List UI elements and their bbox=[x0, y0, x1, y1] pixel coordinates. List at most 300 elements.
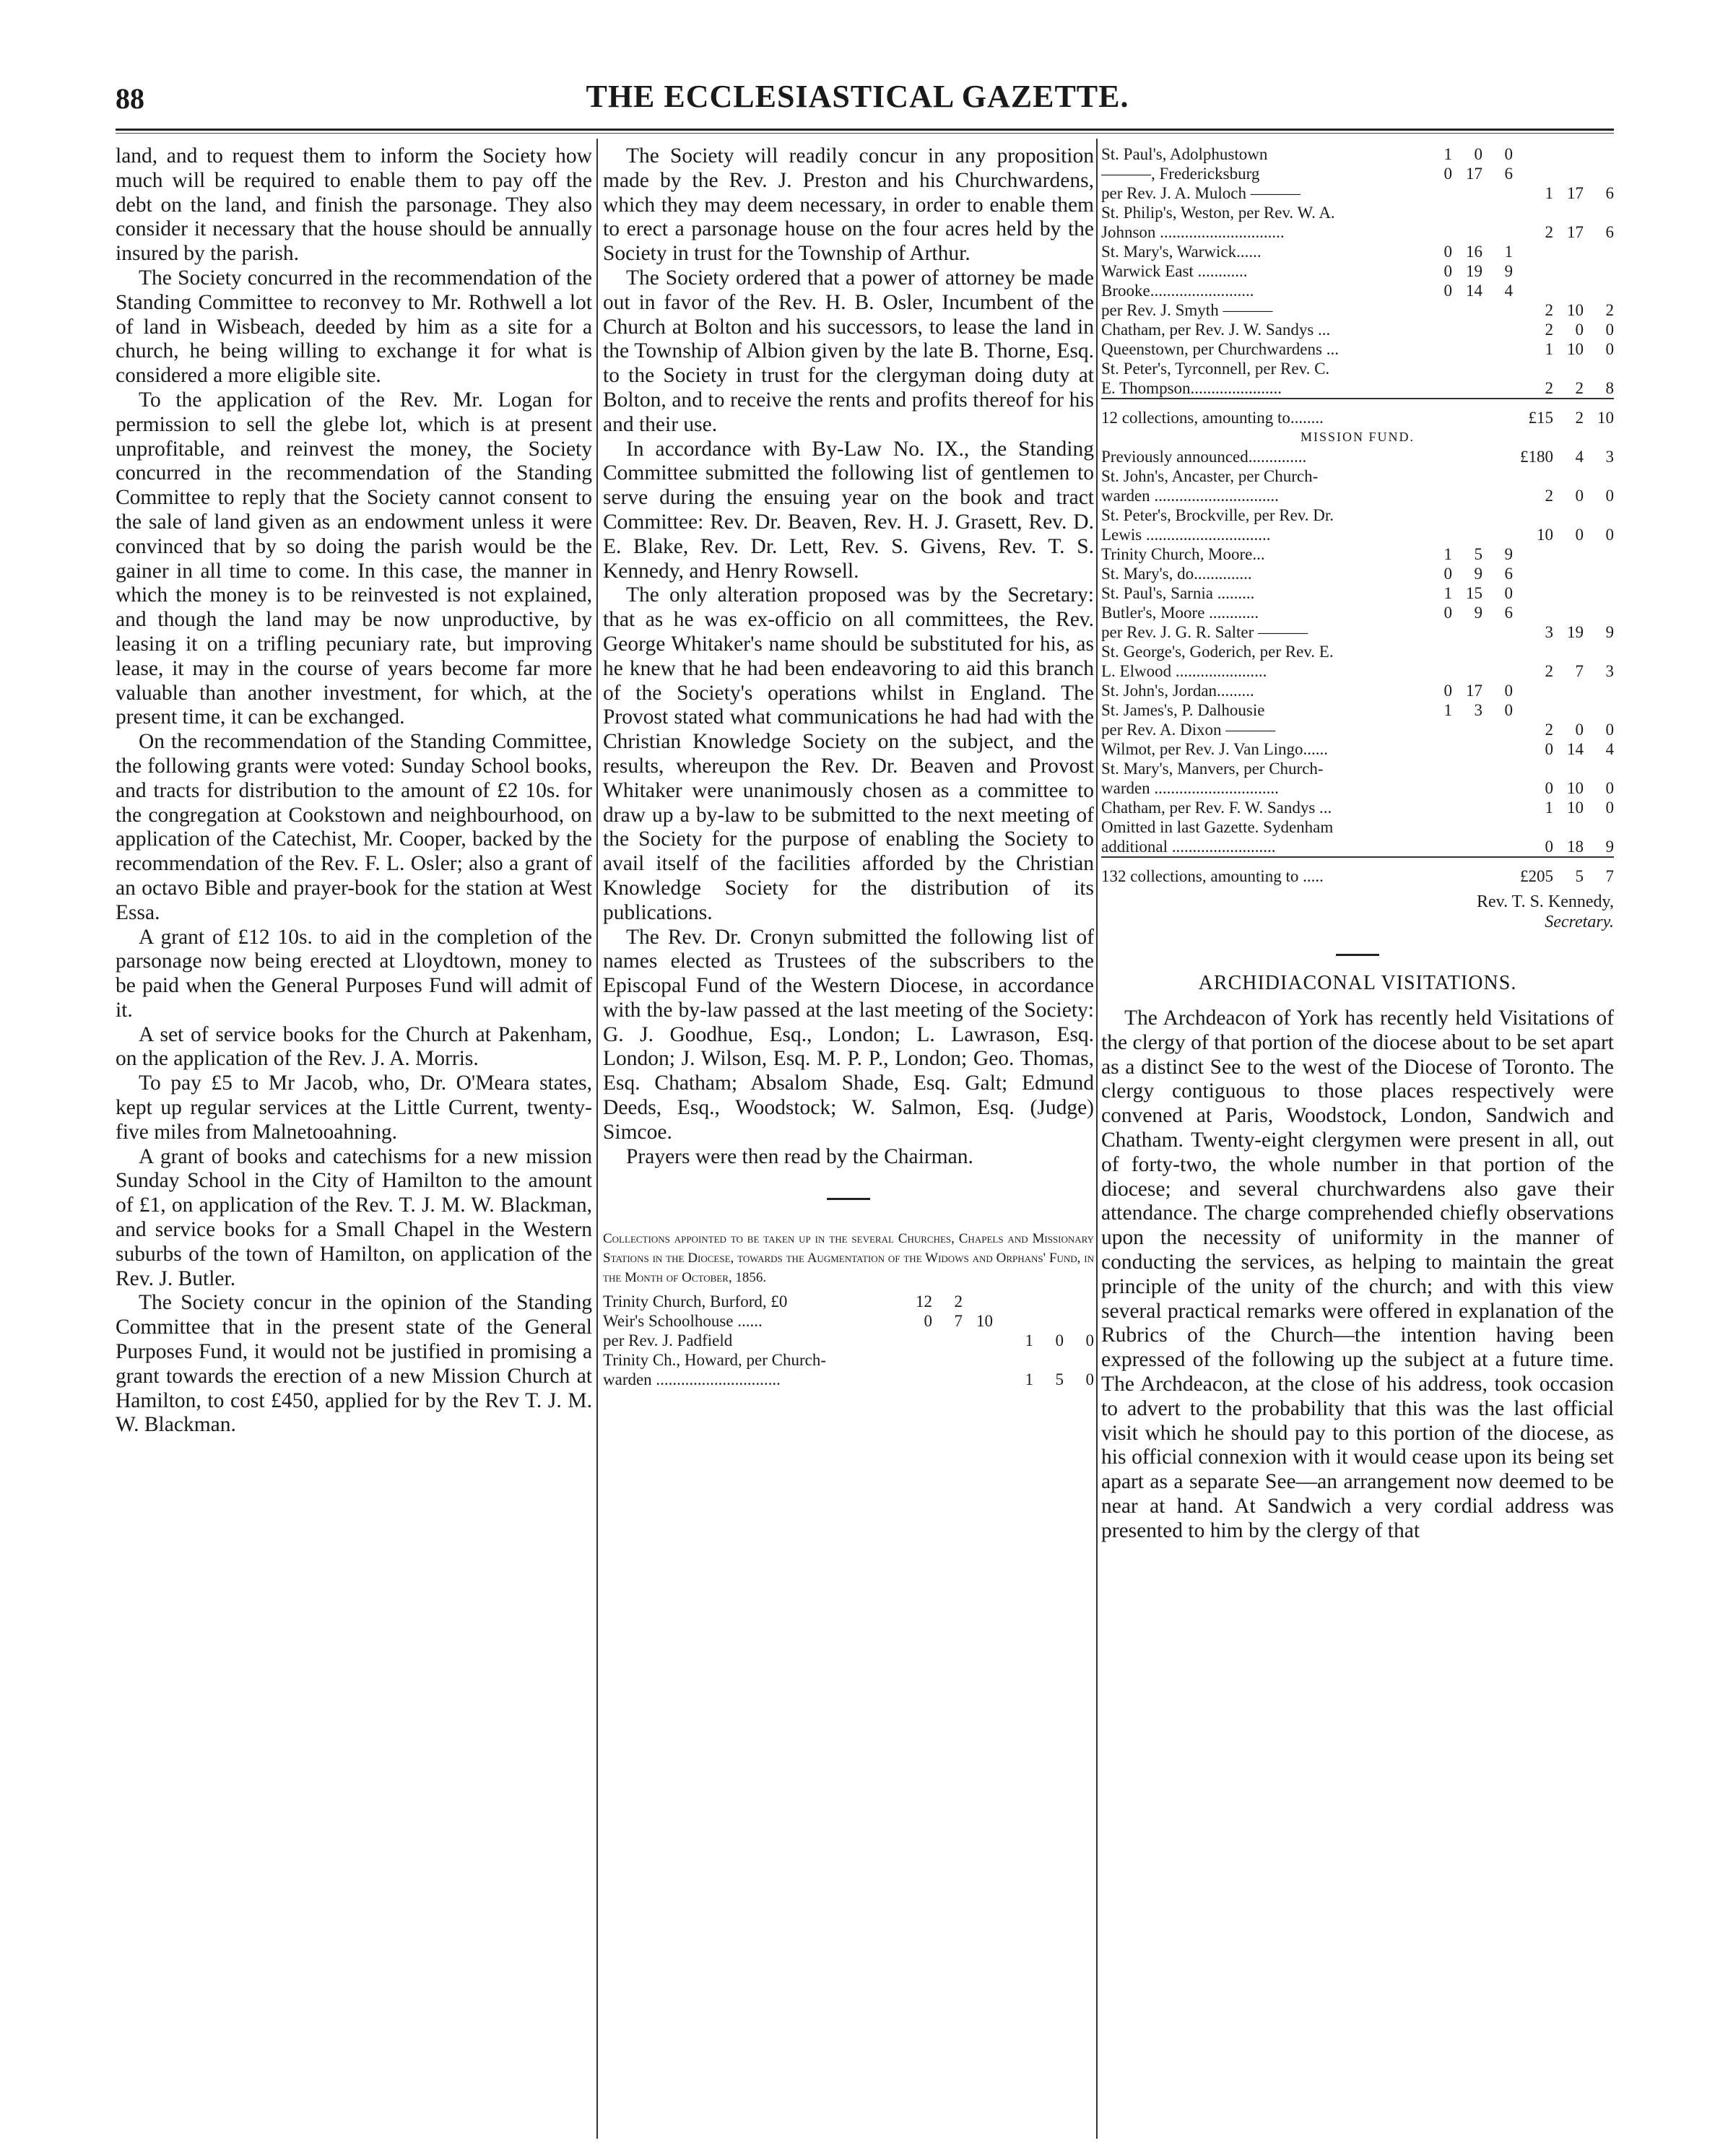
amount-pounds: 1 bbox=[1025, 1370, 1033, 1389]
sub-pounds: 1 bbox=[1443, 545, 1452, 563]
ledger-row bbox=[1101, 837, 1614, 857]
sub-shillings bbox=[1452, 798, 1482, 817]
page-number: 88 bbox=[116, 82, 144, 115]
amount-shillings bbox=[1553, 242, 1584, 261]
sub-shillings: 16 bbox=[1466, 243, 1482, 261]
amount-pence bbox=[1064, 1311, 1094, 1331]
paragraph: The Society concur in the opinion of the Standing Committee that in the present state of the General Purposes Fund, it would not be justified in promising a grant towards the erection of a new Mission Church at Hamilton, to cost £450, applied for by the Rev T. J. M. W. Blackman. bbox=[116, 1291, 592, 1437]
amount-pence: 0 bbox=[1605, 799, 1614, 817]
amount-pence bbox=[1584, 603, 1614, 622]
total-shillings: 5 bbox=[1553, 857, 1584, 886]
ledger-row bbox=[1101, 203, 1614, 222]
amount-pounds bbox=[1513, 261, 1553, 281]
amount-pounds bbox=[993, 1350, 1033, 1370]
amount-shillings bbox=[1553, 564, 1584, 583]
ledger-row bbox=[1101, 681, 1614, 700]
sub-pounds bbox=[1422, 339, 1452, 359]
amount-pounds: 0 bbox=[1545, 779, 1553, 797]
sub-shillings: 15 bbox=[1466, 584, 1482, 602]
header-rule bbox=[116, 129, 1614, 134]
amount-pence bbox=[1584, 281, 1614, 300]
amount-shillings bbox=[1553, 700, 1584, 720]
amount-pounds bbox=[1513, 359, 1553, 378]
amount-pence bbox=[1584, 466, 1614, 486]
sub-shillings bbox=[1452, 486, 1482, 505]
amount-pounds: 2 bbox=[1545, 487, 1553, 505]
amount-pounds bbox=[1513, 242, 1553, 261]
amount-shillings bbox=[1553, 505, 1584, 525]
amount-shillings: 18 bbox=[1567, 838, 1584, 856]
sub-pounds: 0 bbox=[1443, 165, 1452, 183]
entry-label: Chatham, per Rev. J. W. Sandys ... bbox=[1101, 321, 1331, 339]
sub-pence bbox=[963, 1350, 993, 1370]
entry-label: St. Philip's, Weston, per Rev. W. A. bbox=[1101, 204, 1335, 222]
sub-shillings: 9 bbox=[1474, 604, 1482, 622]
sub-shillings bbox=[1452, 720, 1482, 739]
ledger-row bbox=[1101, 281, 1614, 300]
ledger-row bbox=[603, 1292, 1094, 1311]
ledger-row bbox=[1101, 564, 1614, 583]
sub-pounds: 1 bbox=[1443, 701, 1452, 719]
paragraph: The Society will readily concur in any proposition made by the Rev. J. Preston and his Churchwardens, which they may deem necessary, in order to enable them to erect a parsonage house on the four acres held by the Society in trust for the Township of Arthur. bbox=[603, 144, 1094, 266]
ledger-row bbox=[1101, 759, 1614, 778]
mission-fund-title: MISSION FUND. bbox=[1300, 430, 1415, 444]
sub-pounds bbox=[1422, 222, 1452, 242]
ledger-row bbox=[1101, 378, 1614, 399]
sub-shillings bbox=[1452, 300, 1482, 320]
sub-shillings bbox=[1452, 339, 1482, 359]
entry-label: ———, Fredericksburg bbox=[1101, 165, 1260, 183]
sub-pounds: 0 bbox=[1443, 604, 1452, 622]
ledger-row bbox=[1101, 183, 1614, 203]
paragraph: In accordance with By-Law No. IX., the Standing Committee submitted the following list of gentlemen to serve during the ensuing year on the book and tract Committee: Rev. Dr. Beaven, Rev. H. J. Grasett, Rev. D. E. Blake, Rev. Dr. Lett, Rev. S. Givens, Rev. T. S. Kennedy, and Henry Rowsell. bbox=[603, 437, 1094, 583]
sub-pence bbox=[1482, 798, 1513, 817]
ledger-row bbox=[603, 1331, 1094, 1350]
ledger-row bbox=[1101, 622, 1614, 642]
amount-shillings: 14 bbox=[1567, 740, 1584, 758]
amount-shillings bbox=[1553, 759, 1584, 778]
sub-shillings bbox=[932, 1370, 963, 1389]
paragraph: land, and to request them to inform the Society how much will be required to enable them to pay off the debt on the land, and finish the parsonage. They also consider it necessary that the house should be annually insured by the parish. bbox=[116, 144, 592, 266]
sub-shillings bbox=[1452, 183, 1482, 203]
amount-shillings: 4 bbox=[1575, 448, 1584, 466]
ledger-row bbox=[1101, 817, 1614, 837]
sub-pence: 1 bbox=[1504, 243, 1513, 261]
sub-pence bbox=[1482, 837, 1513, 857]
entry-label: warden .............................. bbox=[1101, 779, 1279, 797]
amount-pounds: 2 bbox=[1545, 321, 1553, 339]
amount-pounds bbox=[1513, 817, 1553, 837]
amount-pounds: 2 bbox=[1545, 721, 1553, 739]
amount-pence bbox=[1584, 261, 1614, 281]
entry-label: per Rev. J. A. Muloch ——— bbox=[1101, 184, 1301, 202]
publication-title: THE ECCLESIASTICAL GAZETTE. bbox=[586, 79, 1129, 114]
paragraph: The Society concurred in the recommendation of the Standing Committee to reconvey to Mr. Rothwell a lot of land in Wisbeach, deeded by him as a site for a church, he being willing to exchange it for what is considered a more eligible site. bbox=[116, 266, 592, 388]
paragraph: The Archdeacon of York has recently held Visitations of the clergy of that portion of the diocese about to be set apart as a distinct See to the west of the Diocese of Toronto. The clergy contiguous to those places respectively were convened at Paris, Woodstock, London, Sandwich and Chatham. Twenty-eight clergymen were present in all, out of forty-two, the whole number in that portion of the diocese; and several churchwardens also gave their attendance. The charge comprehended chiefly observations upon the necessity of uniformity in the manner of conducting the services, as helping to maintain the great principle of the unity of the church; and with this view several practical remarks were offered in explanation of the Rubrics of the Church—the intention having been expressed of the following up the subject at a future time. The Archdeacon, at the close of his address, took occasion to advert to the probability that this was the last official visit which he should pay to this portion of the diocese, as his official connexion with it would cease upon its being set apart as a separate See—an arrangement now deemed to be near at hand. At Sandwich a very cordial address was presented to him by the clergy of that bbox=[1101, 1007, 1614, 1542]
sub-shillings: 14 bbox=[1466, 282, 1482, 300]
sub-pence bbox=[1482, 466, 1513, 486]
sub-pence: 0 bbox=[1504, 145, 1513, 163]
sub-pence bbox=[1482, 661, 1513, 681]
ledger-row bbox=[1101, 642, 1614, 661]
widows-fund-table bbox=[1101, 144, 1614, 886]
amount-pounds: 10 bbox=[1537, 526, 1553, 544]
entry-label: E. Thompson...................... bbox=[1101, 379, 1282, 397]
sub-pounds bbox=[1422, 642, 1452, 661]
sub-pence bbox=[963, 1331, 993, 1350]
sub-pounds bbox=[1422, 739, 1452, 759]
sub-shillings bbox=[1452, 378, 1482, 399]
paragraph: The Rev. Dr. Cronyn submitted the following list of names elected as Trustees of the subscribers to the Episcopal Fund of the Western Diocese, in accordance with the by-law passed at the last meeting of the Society: G. J. Goodhue, Esq., London; L. Lawrason, Esq. London; J. Wilson, Esq. M. P. P., London; Geo. Thomas, Esq. Chatham; Absalom Shade, Esq. Galt; Edmund Deeds, Esq., Woodstock; W. Salmon, Esq. (Judge) Simcoe. bbox=[603, 925, 1094, 1144]
signature bbox=[1101, 892, 1614, 932]
sub-pounds: 0 bbox=[1443, 565, 1452, 583]
paragraph: A set of service books for the Church at Pakenham, on the application of the Rev. J. A. Morris. bbox=[116, 1022, 592, 1071]
sub-shillings bbox=[1452, 622, 1482, 642]
entry-label: per Rev. J. G. R. Salter ——— bbox=[1101, 623, 1308, 641]
sub-pence bbox=[1482, 622, 1513, 642]
sub-pence bbox=[1482, 447, 1513, 466]
paragraph: To the application of the Rev. Mr. Logan for permission to sell the glebe lot, which is at present unprofitable, and reinvest the money, the Society concurred in the recommendation of the Standing Committee to reply that the Society cannot consent to the sale of land given as an endowment unless it were convinced that by so doing the parish would be the gainer in all time to come. In this case, the manner in which the money is to be reinvested is not explained, and though the land may be now unproductive, by leasing it on a trifling pecuniary rate, but improving lease, it may in the course of years become far more valuable than another investment, for which, at the present time, it can be exchanged. bbox=[116, 388, 592, 729]
sub-shillings: 17 bbox=[1466, 165, 1482, 183]
sub-pence bbox=[1482, 486, 1513, 505]
entry-label: Queenstown, per Churchwardens ... bbox=[1101, 340, 1339, 358]
entry-label: Warwick East ............ bbox=[1101, 262, 1248, 280]
ledger-row bbox=[1101, 261, 1614, 281]
amount-shillings: 2 bbox=[1575, 379, 1584, 397]
sub-pounds bbox=[1422, 798, 1452, 817]
total-label: 132 collections, amounting to ..... bbox=[1101, 857, 1513, 886]
sub-pounds bbox=[1422, 183, 1452, 203]
amount-pence bbox=[1064, 1350, 1094, 1370]
amount-shillings: 10 bbox=[1567, 779, 1584, 797]
entry-label: Johnson .............................. bbox=[1101, 223, 1285, 241]
amount-pounds: 3 bbox=[1545, 623, 1553, 641]
sub-pounds bbox=[902, 1370, 932, 1389]
entry-label: Lewis .............................. bbox=[1101, 526, 1271, 544]
ledger-row bbox=[1101, 222, 1614, 242]
ledger-row bbox=[1101, 778, 1614, 798]
sub-pounds bbox=[1422, 661, 1452, 681]
amount-shillings: 10 bbox=[1567, 799, 1584, 817]
sub-pence: 6 bbox=[1504, 165, 1513, 183]
sub-pounds bbox=[1422, 837, 1452, 857]
sub-pounds: 0 bbox=[1443, 262, 1452, 280]
amount-pounds: 2 bbox=[1545, 662, 1553, 680]
sub-pence bbox=[1482, 642, 1513, 661]
sub-pounds bbox=[1422, 759, 1452, 778]
sub-pounds bbox=[1422, 622, 1452, 642]
sub-pence: 10 bbox=[976, 1312, 993, 1331]
entry-label: St. James's, P. Dalhousie bbox=[1101, 701, 1265, 719]
amount-shillings bbox=[1553, 144, 1584, 164]
amount-shillings bbox=[1553, 466, 1584, 486]
sub-shillings bbox=[1452, 525, 1482, 544]
sub-pence bbox=[1482, 817, 1513, 837]
amount-pounds: 2 bbox=[1545, 223, 1553, 241]
amount-pence bbox=[1584, 700, 1614, 720]
sub-shillings bbox=[932, 1331, 963, 1350]
ledger-row bbox=[1101, 300, 1614, 320]
sub-shillings bbox=[1452, 447, 1482, 466]
amount-pounds bbox=[1513, 759, 1553, 778]
ledger-row bbox=[1101, 739, 1614, 759]
sub-pounds bbox=[1422, 505, 1452, 525]
sub-pounds: 0 bbox=[1443, 243, 1452, 261]
sub-pence bbox=[963, 1370, 993, 1389]
sub-shillings bbox=[1452, 320, 1482, 339]
ledger-row bbox=[1101, 720, 1614, 739]
amount-pence bbox=[1584, 359, 1614, 378]
sub-shillings bbox=[1452, 466, 1482, 486]
sub-pounds bbox=[1422, 359, 1452, 378]
amount-pounds: 2 bbox=[1545, 379, 1553, 397]
sub-pence bbox=[1482, 739, 1513, 759]
entry-label: Trinity Church, Burford, £0 bbox=[603, 1292, 788, 1311]
amount-pounds bbox=[1513, 164, 1553, 183]
entry-label: per Rev. J. Padfield bbox=[603, 1331, 733, 1350]
sub-pounds: 12 bbox=[916, 1292, 932, 1311]
amount-pence: 3 bbox=[1605, 448, 1614, 466]
paragraph: The only alteration proposed was by the Secretary: that as he was ex-officio on all committees, the Rev. George Whitaker's name should be substituted for his, as he knew that he had been endeavoring to aid this branch of the Society's operations whilst in England. The Provost stated what communications he had had with the Christian Knowledge Society on the subject, and the results, whereupon the Rev. Dr. Beaven and Provost Whitaker were unanimously chosen as a committee to draw up a by-law to be submitted to the next meeting of the Society for the purpose of enabling the Society to avail itself of the facilities afforded by the Christian Knowledge Society for the distribution of its publications. bbox=[603, 583, 1094, 924]
amount-shillings: 0 bbox=[1575, 526, 1584, 544]
sub-pounds bbox=[1422, 466, 1452, 486]
paragraph: Prayers were then read by the Chairman. bbox=[626, 1144, 973, 1168]
amount-shillings bbox=[1033, 1311, 1064, 1331]
amount-pounds: 0 bbox=[1545, 740, 1553, 758]
column-2 bbox=[603, 144, 1094, 2137]
ledger-row bbox=[1101, 242, 1614, 261]
amount-pence: 3 bbox=[1605, 662, 1614, 680]
entry-label: Wilmot, per Rev. J. Van Lingo...... bbox=[1101, 740, 1329, 758]
amount-pence bbox=[1064, 1292, 1094, 1311]
sub-shillings bbox=[1452, 739, 1482, 759]
sub-pence: 6 bbox=[1504, 604, 1513, 622]
ledger-row bbox=[1101, 359, 1614, 378]
amount-shillings bbox=[1033, 1292, 1064, 1311]
amount-pence: 0 bbox=[1605, 487, 1614, 505]
amount-shillings bbox=[1553, 603, 1584, 622]
sub-pence bbox=[1482, 320, 1513, 339]
ledger-row bbox=[1101, 798, 1614, 817]
entry-label: St. Peter's, Brockville, per Rev. Dr. bbox=[1101, 506, 1334, 524]
column-divider-1 bbox=[596, 139, 598, 2139]
amount-pounds bbox=[1513, 583, 1553, 603]
amount-pence: 0 bbox=[1605, 321, 1614, 339]
total-pounds: £205 bbox=[1513, 857, 1553, 886]
amount-pounds bbox=[1513, 544, 1553, 564]
amount-pence bbox=[1584, 817, 1614, 837]
amount-shillings: 0 bbox=[1575, 487, 1584, 505]
amount-pounds bbox=[1513, 700, 1553, 720]
section-separator bbox=[827, 1198, 870, 1200]
amount-shillings: 0 bbox=[1055, 1331, 1064, 1350]
entry-label: St. Paul's, Sarnia ......... bbox=[1101, 584, 1255, 602]
ledger-row bbox=[1101, 320, 1614, 339]
column-divider-2 bbox=[1096, 139, 1098, 2139]
sub-pounds bbox=[1422, 720, 1452, 739]
sub-shillings: 0 bbox=[1474, 145, 1482, 163]
amount-pence: 0 bbox=[1605, 340, 1614, 358]
entry-label: Omitted in last Gazette. Sydenham bbox=[1101, 818, 1334, 836]
entry-label: St. Mary's, Warwick...... bbox=[1101, 243, 1262, 261]
entry-label: St. Paul's, Adolphustown bbox=[1101, 145, 1268, 163]
amount-pounds bbox=[1513, 281, 1553, 300]
amount-pounds: 1 bbox=[1545, 340, 1553, 358]
entry-label: St. George's, Goderich, per Rev. E. bbox=[1101, 643, 1334, 661]
sub-pence bbox=[1482, 505, 1513, 525]
sub-pounds bbox=[902, 1331, 932, 1350]
sub-pounds: 0 bbox=[1443, 682, 1452, 700]
amount-shillings bbox=[1553, 359, 1584, 378]
entry-label: St. John's, Ancaster, per Church- bbox=[1101, 467, 1319, 485]
collections-table bbox=[603, 1292, 1094, 1389]
sub-pence: 6 bbox=[1504, 565, 1513, 583]
amount-shillings: 17 bbox=[1567, 184, 1584, 202]
amount-pounds bbox=[1513, 144, 1553, 164]
sub-pounds: 1 bbox=[1443, 584, 1452, 602]
signature-name: Rev. T. S. Kennedy, bbox=[1477, 892, 1614, 911]
sub-shillings bbox=[1452, 759, 1482, 778]
amount-shillings bbox=[1553, 642, 1584, 661]
ledger-row bbox=[1101, 661, 1614, 681]
ledger-row bbox=[1101, 339, 1614, 359]
amount-pounds: 1 bbox=[1545, 184, 1553, 202]
sub-shillings: 3 bbox=[1474, 701, 1482, 719]
amount-pounds bbox=[1513, 466, 1553, 486]
sub-pence bbox=[1482, 222, 1513, 242]
sub-pounds bbox=[902, 1350, 932, 1370]
sub-pence bbox=[1482, 339, 1513, 359]
total-shillings: 2 bbox=[1553, 399, 1584, 427]
entry-label: Weir's Schoolhouse ...... bbox=[603, 1312, 763, 1331]
sub-shillings: 7 bbox=[954, 1312, 963, 1331]
section-separator bbox=[1336, 954, 1379, 956]
total-pence: 10 bbox=[1584, 399, 1614, 427]
amount-shillings bbox=[1553, 164, 1584, 183]
ledger-row bbox=[1101, 486, 1614, 505]
sub-shillings: 17 bbox=[1466, 682, 1482, 700]
amount-shillings: 19 bbox=[1567, 623, 1584, 641]
sub-shillings: 19 bbox=[1466, 262, 1482, 280]
amount-pounds bbox=[993, 1311, 1033, 1331]
amount-pence bbox=[1584, 564, 1614, 583]
amount-pounds bbox=[993, 1292, 1033, 1311]
amount-pounds bbox=[1513, 203, 1553, 222]
entry-label: St. Mary's, do.............. bbox=[1101, 565, 1252, 583]
amount-pounds: 1 bbox=[1025, 1331, 1033, 1350]
collections-heading: Collections appointed to be taken up in the several Churches, Chapels and Missionary Stations in the Diocese, towards the Augmentation of the Widows and Orphans' Fund, in the Month of October, 1856. bbox=[603, 1231, 1094, 1286]
sub-pence bbox=[1482, 183, 1513, 203]
amount-pounds: £180 bbox=[1520, 448, 1553, 466]
sub-pounds bbox=[1422, 525, 1452, 544]
amount-shillings: 0 bbox=[1575, 721, 1584, 739]
total-label: 12 collections, amounting to........ bbox=[1101, 399, 1513, 427]
ledger-row bbox=[1101, 525, 1614, 544]
ledger-row bbox=[1101, 144, 1614, 164]
sub-pence: 0 bbox=[1504, 701, 1513, 719]
sub-shillings bbox=[1452, 359, 1482, 378]
amount-pence bbox=[1584, 583, 1614, 603]
sub-pounds: 0 bbox=[924, 1312, 932, 1331]
ledger-row bbox=[1101, 544, 1614, 564]
paragraph: A grant of £12 10s. to aid in the completion of the parsonage now being erected at Lloydtown, money to be paid when the General Purposes Fund will admit of it. bbox=[116, 925, 592, 1022]
ledger-row bbox=[1101, 700, 1614, 720]
amount-shillings bbox=[1553, 544, 1584, 564]
amount-pounds: 2 bbox=[1545, 301, 1553, 319]
amount-shillings: 7 bbox=[1575, 662, 1584, 680]
sub-shillings bbox=[1452, 642, 1482, 661]
ledger-row bbox=[603, 1350, 1094, 1370]
amount-shillings bbox=[1553, 817, 1584, 837]
amount-pence bbox=[1584, 759, 1614, 778]
amount-shillings: 17 bbox=[1567, 223, 1584, 241]
entry-label: per Rev. A. Dixon ——— bbox=[1101, 721, 1276, 739]
signature-role: Secretary. bbox=[1545, 913, 1614, 931]
entry-label: L. Elwood ...................... bbox=[1101, 662, 1267, 680]
paragraph: On the recommendation of the Standing Committee, the following grants were voted: Sunday School books, and tracts for distribution to the amount of £2 10s. for the congregation at Cookstown and neighbourhood, on application of the Catechist, Mr. Cooper, backed by the recommendation of the Rev. F. L. Osler; also a grant of an octavo Bible and prayer-book for the station at West Essa. bbox=[116, 730, 592, 924]
entry-label: St. Peter's, Tyrconnell, per Rev. C. bbox=[1101, 360, 1330, 378]
sub-pounds bbox=[1422, 486, 1452, 505]
sub-pence: 0 bbox=[1504, 682, 1513, 700]
ledger-row bbox=[1101, 447, 1614, 466]
sub-shillings bbox=[1452, 505, 1482, 525]
entry-label: per Rev. J. Smyth ——— bbox=[1101, 301, 1273, 319]
sub-shillings bbox=[932, 1350, 963, 1370]
amount-shillings: 10 bbox=[1567, 301, 1584, 319]
entry-label: warden .............................. bbox=[1101, 487, 1279, 505]
amount-pence bbox=[1584, 203, 1614, 222]
amount-pence: 0 bbox=[1605, 779, 1614, 797]
ledger-row bbox=[1101, 583, 1614, 603]
amount-pounds: 0 bbox=[1545, 838, 1553, 856]
ledger-row bbox=[603, 1311, 1094, 1331]
entry-label: Previously announced.............. bbox=[1101, 448, 1307, 466]
amount-shillings bbox=[1553, 203, 1584, 222]
amount-shillings bbox=[1553, 681, 1584, 700]
sub-pence: 4 bbox=[1504, 282, 1513, 300]
entry-label: Trinity Ch., Howard, per Church- bbox=[603, 1351, 826, 1370]
sub-shillings: 5 bbox=[1474, 545, 1482, 563]
amount-pence: 4 bbox=[1605, 740, 1614, 758]
visitations-heading: ARCHIDIACONAL VISITATIONS. bbox=[1198, 972, 1517, 994]
sub-shillings bbox=[1452, 222, 1482, 242]
sub-pence bbox=[1482, 720, 1513, 739]
ledger-row bbox=[603, 1370, 1094, 1389]
amount-pence bbox=[1584, 144, 1614, 164]
sub-pence bbox=[1482, 759, 1513, 778]
amount-pence: 0 bbox=[1605, 526, 1614, 544]
sub-pounds bbox=[1422, 817, 1452, 837]
total-pence: 7 bbox=[1584, 857, 1614, 886]
entry-label: Trinity Church, Moore... bbox=[1101, 545, 1265, 563]
column-1 bbox=[116, 144, 592, 2137]
amount-shillings: 0 bbox=[1575, 321, 1584, 339]
sub-shillings bbox=[1452, 778, 1482, 798]
amount-pence: 9 bbox=[1605, 623, 1614, 641]
entry-label: Chatham, per Rev. F. W. Sandys ... bbox=[1101, 799, 1332, 817]
entry-label: additional ......................... bbox=[1101, 838, 1276, 856]
sub-pounds bbox=[1422, 203, 1452, 222]
sub-pounds bbox=[1422, 300, 1452, 320]
amount-pence bbox=[1584, 505, 1614, 525]
amount-pence: 9 bbox=[1605, 838, 1614, 856]
amount-pence bbox=[1584, 544, 1614, 564]
amount-pounds bbox=[1513, 642, 1553, 661]
sub-pounds bbox=[1422, 378, 1452, 399]
sub-shillings: 9 bbox=[1474, 565, 1482, 583]
amount-pounds: 1 bbox=[1545, 799, 1553, 817]
widows-total-row bbox=[1101, 399, 1614, 427]
